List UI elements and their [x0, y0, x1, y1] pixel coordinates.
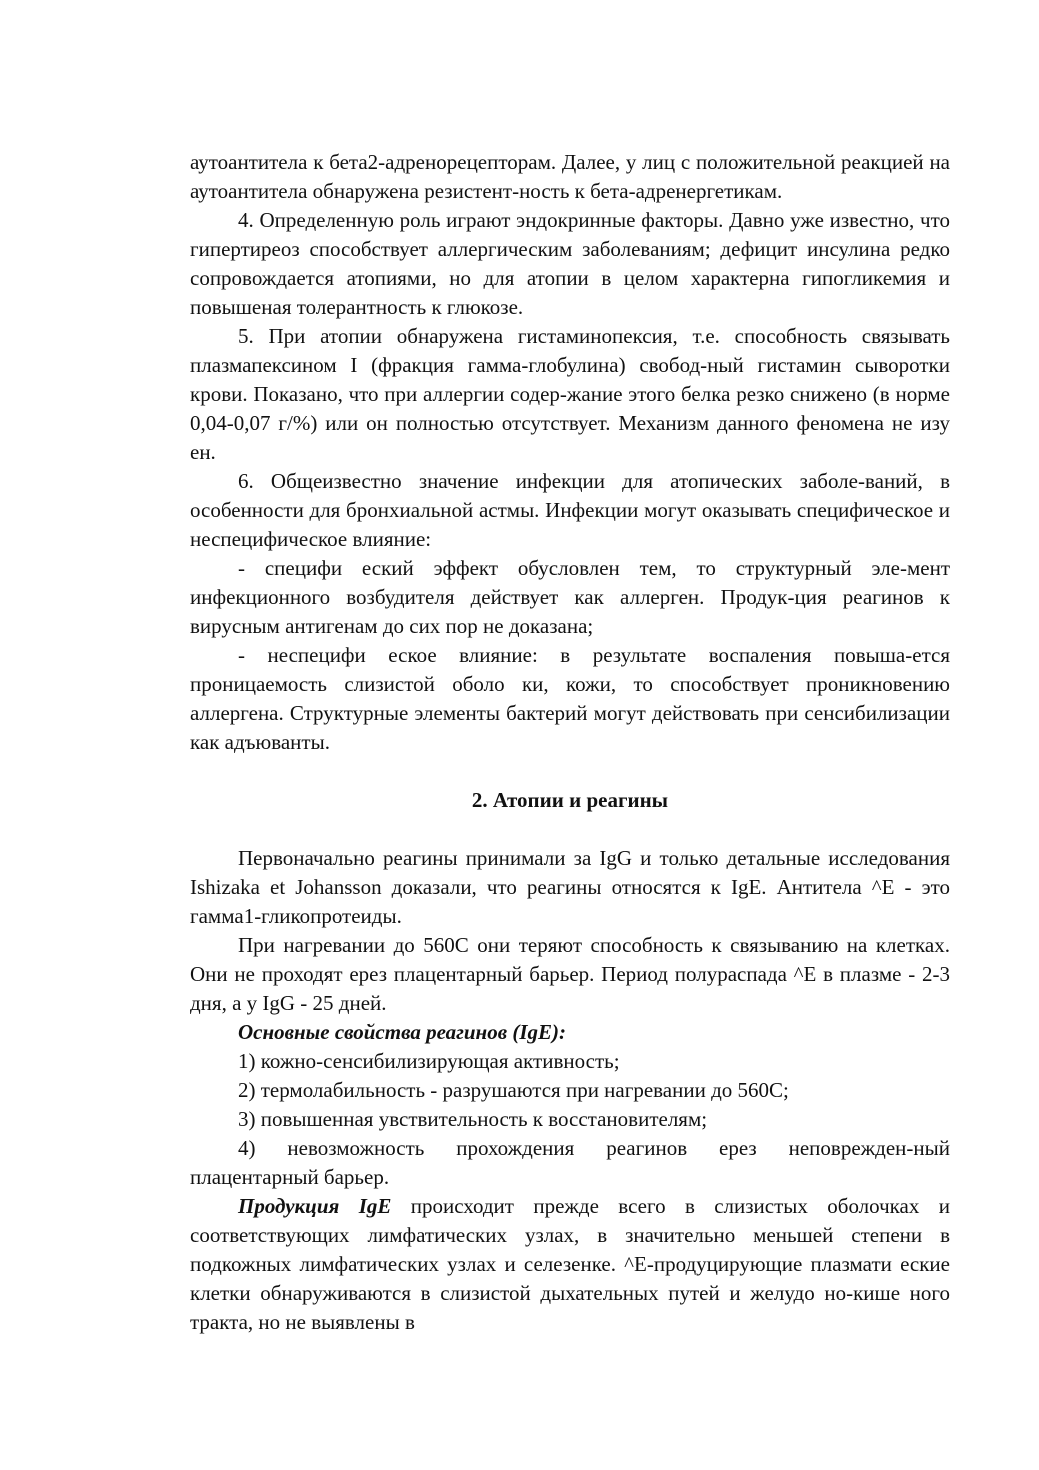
paragraph-specific-effect: - специфи еский эффект обусловлен тем, то структурный эле-мент инфекционного возбудителя действует как аллерген. Продук-ция реагинов к вирусным антигенам до сих пор не доказана;	[190, 556, 950, 638]
properties-title-text: Основные свойства реагинов (IgE):	[238, 1020, 567, 1044]
paragraph-nonspecific-effect: - неспецифи еское влияние: в результате воспаления повыша-ется проницаемость слизистой оболо ки, кожи, то способствует проникновению аллергена. Структурные элементы бактерий могут действовать при сенсибилизации как адъюванты.	[190, 643, 950, 754]
properties-title	[190, 1018, 950, 1047]
property-item-1: 1) кожно-сенсибилизирующая активность;	[238, 1049, 620, 1073]
paragraph-infection: 6. Общеизвестно значение инфекции для атопических заболе-ваний, в особенности для бронхиальной астмы. Инфекции могут оказывать специфическое и неспецифическое влияние:	[190, 469, 950, 551]
paragraph-histaminopexy: 5. При атопии обнаружена гистаминопексия, т.е. способность связывать плазмапексином I (фракция гамма-глобулина) свобод-ный гистамин сыворотки крови. Показано, что при аллергии содер-жание этого белка резко снижено (в норме 0,04-0,07 г/%) или он полностью отсутствует. Механизм данного феномена не изу ен.	[190, 324, 950, 464]
property-item-4: 4) невозможность прохождения реагинов ерез неповрежден-ный плацентарный барьер.	[190, 1136, 950, 1189]
paragraph-reagins-igg: Первоначально реагины принимали за IgG и только детальные исследования Ishizaka et Johansson доказали, что реагины относятся к IgE. Антитела ^E - это гамма1-гликопротеиды.	[190, 846, 950, 928]
property-item-3: 3) повышенная увствительность к восстановителям;	[238, 1107, 708, 1131]
ige-production-lead: Продукция IgE	[238, 1194, 392, 1218]
paragraph-ige-production	[190, 1192, 950, 1337]
ige-production-text: происходит прежде всего в слизистых оболочках и соответствующих лимфатических узлах, в значительно меньшей степени в подкожных лимфатических узлах и селезенке. ^E-продуцирующие плазмати еские клетки обнаруживаются в слизистой дыхательных путей и желудо но-кише ного тракта, но не выявлены в	[190, 1194, 950, 1334]
paragraph-endocrine-factors: 4. Определенную роль играют эндокринные факторы. Давно уже известно, что гипертиреоз способствует аллергическим заболеваниям; дефицит инсулина редко сопровождается атопиями, но для атопии в целом характерна гипогликемия и повышеная толерантность к глюкозе.	[190, 208, 950, 319]
paragraph-autoantibodies: аутоантитела к бета2-адренорецепторам. Далее, у лиц с положительной реакцией на аутоантитела обнаружена резистент-ность к бета-адренергетикам.	[190, 150, 950, 203]
paragraph-heating: При нагревании до 560С они теряют способность к связыванию на клетках. Они не проходят ерез плацентарный барьер. Период полураспада ^E в плазме - 2-3 дня, а у IgG - 25 дней.	[190, 933, 950, 1015]
property-item-2: 2) термолабильность - разрушаются при нагревании до 560С;	[238, 1078, 789, 1102]
section-heading: 2. Атопии и реагины	[471, 788, 669, 812]
document-page	[190, 148, 950, 1337]
